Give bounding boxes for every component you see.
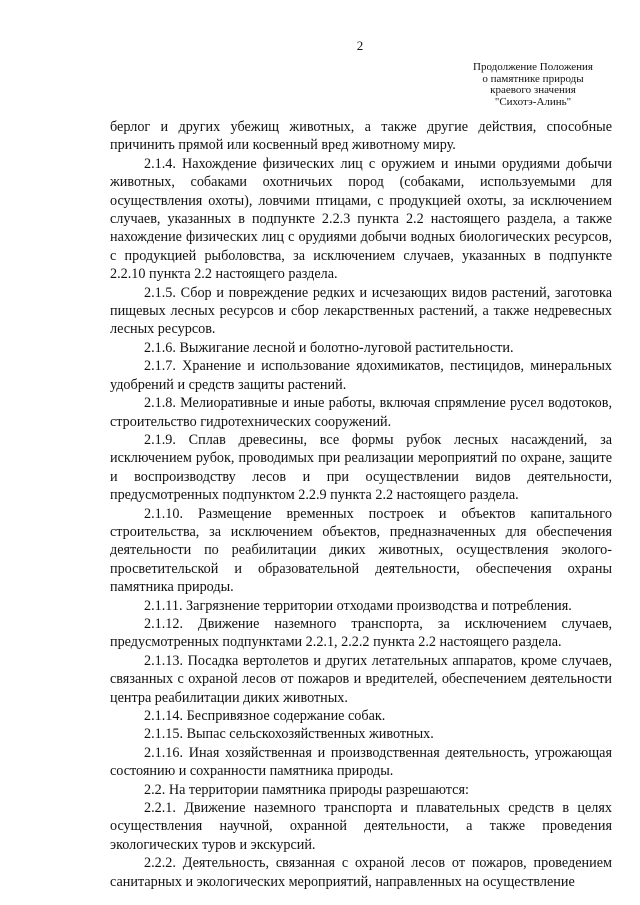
document-body	[110, 118, 612, 891]
paragraph: 2.1.12. Движение наземного транспорта, за исключением случаев, предусмотренных подпунктами 2.2.1, 2.2.2 пункта 2.2 настоящего раздела.	[110, 615, 612, 651]
paragraph: 2.1.5. Сбор и повреждение редких и исчезающих видов растений, заготовка пищевых лесных ресурсов и сбор лекарственных растений, а также недревесных лесных ресурсов.	[110, 284, 612, 338]
paragraph: 2.1.11. Загрязнение территории отходами производства и потребления.	[144, 597, 572, 614]
paragraph: 2.2. На территории памятника природы разрешаются:	[144, 781, 469, 798]
paragraph: 2.1.16. Иная хозяйственная и производственная деятельность, угрожающая состоянию и сохранности памятника природы.	[110, 744, 612, 780]
paragraph: 2.2.2. Деятельность, связанная с охраной лесов от пожаров, проведением санитарных и экологических мероприятий, направленных на осуществление	[110, 855, 612, 890]
header-note-line: Продолжение Положения	[473, 61, 593, 73]
header-note-line: "Сихотэ-Алинь"	[494, 95, 572, 108]
header-note-line: о памятнике природы	[482, 72, 584, 85]
paragraph: 2.1.9. Сплав древесины, все формы рубок лесных насаждений, за исключением рубок, проводимых при реализации мероприятий по охране, защите и воспроизводству лесов и при осуществлении видов деятельности, предусмотренных подпунктом 2.2.9 пункта 2.2 настоящего раздела.	[110, 431, 612, 504]
header-note-line: краевого значения	[490, 84, 576, 96]
paragraph: 2.1.6. Выжигание лесной и болотно-луговой растительности.	[144, 339, 514, 356]
paragraph: 2.1.4. Нахождение физических лиц с оружием и иными орудиями добычи животных, собаками охотничьих пород (собаками, используемыми для осуществления охоты), ловчими птицами, с продукцией охоты, за исключением случаев, указанных в подпункте 2.2.3 пункта 2.2 настоящего раздела, а также нахождение физических лиц с орудиями добычи водных биологических ресурсов, с продукцией рыболовства, за исключением случаев, указанных в подпункте 2.2.10 пункта 2.2 настоящего раздела.	[110, 155, 612, 283]
paragraph: берлог и других убежищ животных, а также другие действия, способные причинить прямой или косвенный вред животному миру.	[110, 119, 612, 154]
paragraph: 2.2.1. Движение наземного транспорта и плавательных средств в целях осуществления научной, охранной деятельности, а также проведения экологических туров и экскурсий.	[110, 800, 612, 853]
paragraph: 2.1.15. Выпас сельскохозяйственных животных.	[144, 726, 434, 743]
paragraph: 2.1.14. Беспривязное содержание собак.	[144, 708, 386, 724]
paragraph: 2.1.8. Мелиоративные и иные работы, включая спрямление русел водотоков, строительство гидротехнических сооружений.	[110, 395, 612, 430]
paragraph: 2.1.10. Размещение временных построек и объектов капитального строительства, за исключением объектов, предназначенных для обеспечения деятельности по реабилитации диких животных, осуществления эколого-просветительской и образовательной деятельности, обеспечения охраны памятника природы.	[110, 505, 612, 596]
paragraph: 2.1.7. Хранение и использование ядохимикатов, пестицидов, минеральных удобрений и средств защиты растений.	[110, 358, 612, 393]
document-header-note	[438, 62, 628, 108]
paragraph: 2.1.13. Посадка вертолетов и других летательных аппаратов, кроме случаев, связанных с охраной лесов от пожаров и вредителей, обеспечением деятельности центра реабилитации диких животных.	[110, 652, 612, 706]
page-number: 2	[356, 38, 364, 53]
